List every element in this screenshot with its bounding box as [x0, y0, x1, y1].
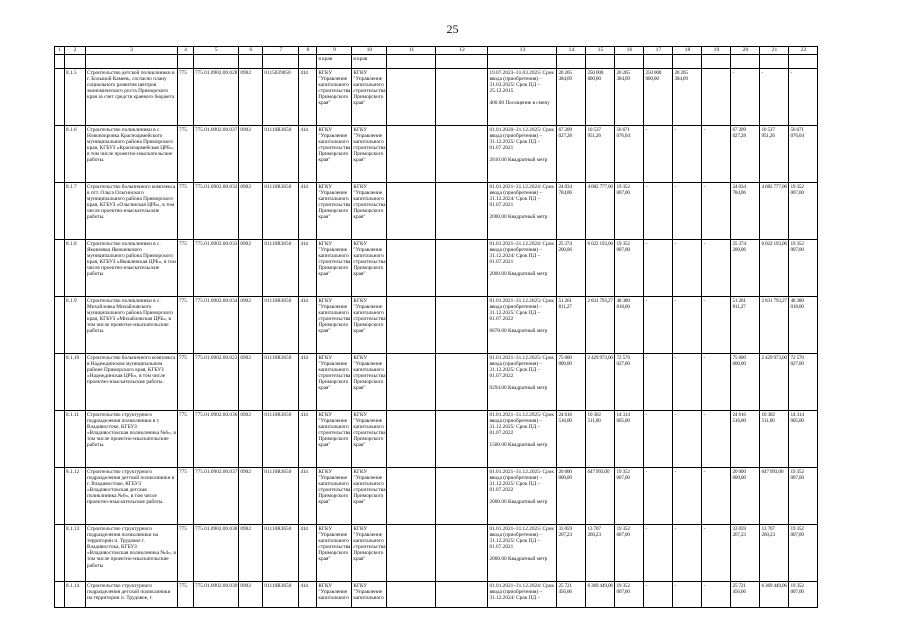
header-col-20: 20 [731, 47, 760, 55]
cell-v20: 25 374 200,06 [731, 240, 760, 297]
cell-zastr: КГКУ "Управление капитального [352, 582, 387, 608]
cell-empty [55, 183, 65, 240]
cell-num: 8.1.10 [65, 354, 86, 411]
cell-zastr: КГКУ "Управление капитального строительства Приморского края" [352, 297, 387, 354]
cell-v14: 25 374 200,06 [557, 240, 586, 297]
cell-v19: - [702, 183, 731, 240]
cell-v21: 10 537 951,26 [760, 126, 789, 183]
header-col-5: 5 [194, 47, 239, 55]
cell-v21: 6 022 193,06 [760, 240, 789, 297]
cell-v18: - [673, 126, 702, 183]
cell-zak: КГКУ "Управление капитального строительства Приморского края" [317, 525, 352, 582]
cell-period: 01.01.2021–31.12.2024/ Срок ввода (приобретения) – 31.12.2024/ Срок ПД – [489, 583, 554, 602]
cell-v20: 24 616 516,00 [731, 411, 760, 468]
cell-v16: 20 265 384,69 [615, 69, 644, 126]
cell-v16: 19 352 007,00 [615, 183, 644, 240]
cell-grbs: 775 [178, 582, 194, 608]
cell-empty [436, 183, 488, 240]
cell-v14: 24 616 516,00 [557, 411, 586, 468]
cell-csr: 01110R3650 [263, 525, 299, 582]
cell-code: 775.01.0902.00.039 [194, 582, 239, 608]
cell-period-power [488, 183, 557, 240]
cell-name: Строительство больничного комплекса в пгт. Ольга Ольгинского муниципального района Приморского края, КГБУЗ «Ольгинская ЦРБ», в том числе проектно-изыскательские работы. [86, 183, 178, 240]
cell-v22: 72 570 027,00 [789, 354, 818, 411]
cell-v20: 33 059 267,23 [731, 525, 760, 582]
cell-num: 8.1.14 [65, 582, 86, 608]
cell-v15: 2 831 793,27 [586, 297, 615, 354]
cell-period-power [488, 354, 557, 411]
header-col-17: 17 [644, 47, 673, 55]
header-col-2: 2 [65, 47, 86, 55]
cell-period-power [488, 525, 557, 582]
cell-name: Строительство детской поликлиники в г. Большой Камень, согласно плану социального развития центров экономического роста Приморского края за счет средств краевого бюджета [86, 69, 178, 126]
cell-v21: 6 369 449,06 [760, 582, 789, 608]
cell-zak: КГКУ "Управление капитального строительства Приморского края" [317, 183, 352, 240]
cell-name: Строительство структурного подразделения детской поликлиники в г. Владивостоке, КГБУЗ «Владивостокская детская поликлиника №6», в том числе проектно-изыскательские работы. [86, 468, 178, 525]
cell-v18: - [673, 468, 702, 525]
cell-period: 01.01.2021–31.12.2024/ Срок ввода (приобретения) – 31.12.2024/ Срок ПД – 01.07.2021 [489, 241, 554, 266]
cell-razd: 0902 [239, 297, 263, 354]
cell-zak: КГКУ "Управление капитального строительства Приморского края" [317, 354, 352, 411]
cell-v22: - [789, 69, 818, 126]
cell-grbs: 775 [178, 240, 194, 297]
header-col-1: 1 [55, 47, 65, 55]
cell-v18: - [673, 183, 702, 240]
cell-period: 01.01.2021–31.12.2025/ Срок ввода (приобретения) – 31.12.2025/ Срок ПД – 01.07.2022 [489, 355, 554, 380]
cell-v20: 25 721 456,06 [731, 582, 760, 608]
cell-empty [55, 411, 65, 468]
cell-period-power [488, 582, 557, 608]
cell-zastr: КГКУ "Управление капитального строительства Приморского края" [352, 183, 387, 240]
header-col-22: 22 [789, 47, 818, 55]
cell-v22: 14 314 005,00 [789, 411, 818, 468]
top-cell-9: я края [317, 55, 352, 69]
cell-zak: КГКУ "Управление капитального [317, 582, 352, 608]
cell-empty [436, 69, 488, 126]
cell-vr: 414 [299, 525, 317, 582]
cell-v15: 250 000 000,00 [586, 69, 615, 126]
cell-v21: 647 993,00 [760, 468, 789, 525]
cell-v14: 20 000 000,00 [557, 468, 586, 525]
cell-vr: 414 [299, 354, 317, 411]
table-row [55, 297, 818, 354]
cell-v15: 647 993,00 [586, 468, 615, 525]
header-row [55, 47, 818, 55]
cell-code: 775.01.0902.00.038 [194, 525, 239, 582]
cell-period: 01.01.2021–31.12.2025/ Срок ввода (приобретения) – 31.12.2025/ Срок ПД – 01.07.2022 [489, 469, 554, 494]
cell-v14: 67 209 027,28 [557, 126, 586, 183]
cell-empty [55, 126, 65, 183]
cell-period: 01.01.2021–31.12.2024/ Срок ввода (приобретения) – 31.12.2024/ Срок ПД – 01.07.2021 [489, 184, 554, 209]
cell-v21: 10 302 511,00 [760, 411, 789, 468]
cell-csr: 01110R3650 [263, 297, 299, 354]
header-col-10: 10 [352, 47, 387, 55]
cell-code: 775.01.0902.00.023 [194, 354, 239, 411]
cell-grbs: 775 [178, 411, 194, 468]
cell-v22: 56 671 076,04 [789, 126, 818, 183]
cell-v20: - [731, 69, 760, 126]
cell-v16: 19 352 007,00 [615, 468, 644, 525]
table-row [55, 411, 818, 468]
cell-zak: КГКУ "Управление капитального строительства Приморского края" [317, 411, 352, 468]
cell-empty [387, 240, 436, 297]
cell-v19: - [702, 297, 731, 354]
cell-csr: 0115039050 [263, 69, 299, 126]
cell-v15: 6 369 449,06 [586, 582, 615, 608]
top-row [55, 55, 818, 69]
cell-zak: КГКУ "Управление капитального строительства Приморского края" [317, 297, 352, 354]
cell-csr: 01110R3650 [263, 582, 299, 608]
cell-zak: КГКУ "Управление капитального строительства Приморского края" [317, 468, 352, 525]
cell-razd: 0902 [239, 468, 263, 525]
cell-power: 2000.00 Квадратный метр [489, 556, 548, 563]
cell-csr: 01110R3650 [263, 240, 299, 297]
cell-zastr: КГКУ "Управление капитального строительства Приморского края" [352, 126, 387, 183]
cell-power: 6878.00 Квадратный метр [489, 328, 548, 335]
cell-v21: 2 831 793,27 [760, 297, 789, 354]
cell-grbs: 775 [178, 183, 194, 240]
cell-grbs: 775 [178, 525, 194, 582]
cell-vr: 414 [299, 411, 317, 468]
cell-v15: 10 302 511,00 [586, 411, 615, 468]
cell-v16: 19 352 007,00 [615, 525, 644, 582]
cell-zastr: КГКУ "Управление капитального строительства Приморского края" [352, 69, 387, 126]
cell-v19 [702, 69, 731, 126]
cell-v21: - [760, 69, 789, 126]
cell-v15: 2 429 973,00 [586, 354, 615, 411]
cell-v22: 19 352 007,00 [789, 525, 818, 582]
cell-v19: - [702, 411, 731, 468]
cell-v19: - [702, 582, 731, 608]
cell-empty [55, 525, 65, 582]
cell-empty [387, 297, 436, 354]
cell-num: 8.1.6 [65, 126, 86, 183]
cell-v21: 2 429 973,00 [760, 354, 789, 411]
cell-vr: 414 [299, 240, 317, 297]
cell-empty [387, 468, 436, 525]
objects-table [54, 46, 818, 608]
cell-razd: 0902 [239, 411, 263, 468]
header-col-19: 19 [702, 47, 731, 55]
cell-v15: 6 022 193,06 [586, 240, 615, 297]
cell-v18: - [673, 240, 702, 297]
cell-v18: - [673, 354, 702, 411]
cell-v14: 33 059 267,23 [557, 525, 586, 582]
cell-v17: - [644, 297, 673, 354]
cell-v21: 13 707 260,23 [760, 525, 789, 582]
cell-code: 775.01.0902.00.036 [194, 411, 239, 468]
cell-csr: 01110R3650 [263, 354, 299, 411]
cell-vr: 414 [299, 69, 317, 126]
cell-v16: 19 352 007,00 [615, 582, 644, 608]
cell-v16: 19 352 007,00 [615, 240, 644, 297]
cell-v16: 48 380 018,00 [615, 297, 644, 354]
cell-period: 19.07.2023–31.03.2025/ Срок ввода (приобретения) – 31.03.2025/ Срок ПД – 25.12.2015 [489, 70, 554, 95]
cell-v22: 48 380 018,00 [789, 297, 818, 354]
cell-vr: 414 [299, 582, 317, 608]
cell-empty [387, 183, 436, 240]
cell-empty [55, 69, 65, 126]
cell-code: 775.01.0902.00.037 [194, 126, 239, 183]
cell-name: Строительство больничного комплекса в Надеждинском муниципальном районе Приморского края, КГБУЗ «Надеждинская ЦРБ», в том числе проектно-изыскательские работы. [86, 354, 178, 411]
cell-empty [387, 582, 436, 608]
cell-v21: 4 682 777,06 [760, 183, 789, 240]
cell-razd: 0902 [239, 126, 263, 183]
table-row [55, 69, 818, 126]
cell-period: 01.01.2020–31.12.2025/ Срок ввода (приобретения) – 31.12.2025/ Срок ПД – 01.07.2021 [489, 127, 554, 152]
cell-v17: - [644, 468, 673, 525]
cell-v14: 75 000 000,00 [557, 354, 586, 411]
cell-power: 9294.00 Квадратный метр [489, 385, 548, 392]
cell-v16: 72 570 027,00 [615, 354, 644, 411]
cell-empty [436, 582, 488, 608]
table-row [55, 468, 818, 525]
cell-v17: - [644, 126, 673, 183]
cell-v18: - [673, 525, 702, 582]
cell-vr: 414 [299, 297, 317, 354]
cell-grbs: 775 [178, 354, 194, 411]
header-col-21: 21 [760, 47, 789, 55]
header-col-18: 18 [673, 47, 702, 55]
cell-v17: - [644, 240, 673, 297]
cell-v22: 19 352 007,00 [789, 183, 818, 240]
cell-empty [387, 354, 436, 411]
table-row [55, 240, 818, 297]
header-col-15: 15 [586, 47, 615, 55]
cell-num: 8.1.12 [65, 468, 86, 525]
cell-v15: 10 537 951,26 [586, 126, 615, 183]
cell-period-power [488, 468, 557, 525]
cell-v14: 24 034 784,06 [557, 183, 586, 240]
cell-empty [387, 69, 436, 126]
table-row [55, 354, 818, 411]
cell-grbs: 775 [178, 126, 194, 183]
cell-code: 775.01.0902.00.034 [194, 297, 239, 354]
cell-v18: 20 265 384,69 [673, 69, 702, 126]
cell-code: 775.01.0902.00.033 [194, 240, 239, 297]
cell-empty [55, 354, 65, 411]
cell-zak: КГКУ "Управление капитального строительства Приморского края" [317, 126, 352, 183]
cell-v15: 4 682 777,06 [586, 183, 615, 240]
cell-v19: - [702, 240, 731, 297]
header-col-7: 7 [263, 47, 299, 55]
cell-razd: 0902 [239, 240, 263, 297]
cell-v16: 14 314 005,00 [615, 411, 644, 468]
header-col-14: 14 [557, 47, 586, 55]
cell-empty [387, 525, 436, 582]
cell-csr: 01110R3650 [263, 126, 299, 183]
header-col-3: 3 [86, 47, 178, 55]
cell-code: 775.01.0902.00.032 [194, 183, 239, 240]
cell-power: 2000.00 Квадратный метр [489, 271, 548, 278]
top-cell-10: я края [352, 55, 387, 69]
cell-v17: - [644, 525, 673, 582]
cell-vr: 414 [299, 468, 317, 525]
cell-zak: КГКУ "Управление капитального строительства Приморского края" [317, 240, 352, 297]
cell-name: Строительство поликлиники в с. Яковлевка Яковлевского муниципального района Приморского края, КГБУЗ «Яковлевская ЦРБ», в том числе проектно-изыскательские работы [86, 240, 178, 297]
cell-csr: 01110R3650 [263, 411, 299, 468]
cell-v16: 56 671 076,04 [615, 126, 644, 183]
cell-empty [436, 468, 488, 525]
cell-empty [436, 126, 488, 183]
cell-v14: 51 261 811,27 [557, 297, 586, 354]
table-row [55, 582, 818, 608]
cell-v19: - [702, 525, 731, 582]
cell-code: 775.01.0902.00.037 [194, 468, 239, 525]
cell-period: 01.01.2021–31.12.2025/ Срок ввода (приобретения) – 31.12.2025/ Срок ПД – 01.07.2022 [489, 298, 554, 323]
cell-v17: 250 000 000,00 [644, 69, 673, 126]
cell-empty [436, 240, 488, 297]
cell-v22: 19 352 007,00 [789, 582, 818, 608]
cell-power: 2810.00 Квадратный метр [489, 157, 548, 164]
cell-razd: 0902 [239, 69, 263, 126]
page-number: 25 [446, 22, 459, 36]
cell-empty [55, 468, 65, 525]
table-row [55, 126, 818, 183]
cell-zastr: КГКУ "Управление капитального строительства Приморского края" [352, 411, 387, 468]
cell-v20: 75 000 000,00 [731, 354, 760, 411]
cell-power: 2000.00 Квадратный метр [489, 499, 548, 506]
cell-v19: - [702, 468, 731, 525]
cell-num: 8.1.5 [65, 69, 86, 126]
cell-v17: - [644, 183, 673, 240]
cell-zastr: КГКУ "Управление капитального строительства Приморского края" [352, 240, 387, 297]
header-col-12: 12 [436, 47, 488, 55]
cell-v20: 67 209 027,28 [731, 126, 760, 183]
header-col-6: 6 [239, 47, 263, 55]
header-col-4: 4 [178, 47, 194, 55]
header-col-13: 13 [488, 47, 557, 55]
table-row [55, 525, 818, 582]
cell-v14: 25 721 456,06 [557, 582, 586, 608]
cell-power: 400.00 Посещение в смену [489, 100, 550, 107]
cell-razd: 0902 [239, 582, 263, 608]
cell-v18: - [673, 297, 702, 354]
cell-power: 2000.00 Квадратный метр [489, 214, 548, 221]
cell-num: 8.1.13 [65, 525, 86, 582]
cell-empty [387, 411, 436, 468]
cell-v20: 24 034 784,06 [731, 183, 760, 240]
cell-grbs: 775 [178, 297, 194, 354]
cell-num: 8.1.7 [65, 183, 86, 240]
table-row [55, 183, 818, 240]
cell-period-power [488, 126, 557, 183]
cell-v18: - [673, 582, 702, 608]
cell-name: Строительство структурного подразделения поликлиники в г. Владивостоке, КГБУЗ «Владивостокская поликлиника №6», в том числе проектно-изыскательские работы. [86, 411, 178, 468]
header-col-11: 11 [387, 47, 436, 55]
cell-razd: 0902 [239, 525, 263, 582]
cell-num: 8.1.9 [65, 297, 86, 354]
cell-empty [55, 582, 65, 608]
cell-v17: - [644, 582, 673, 608]
cell-zastr: КГКУ "Управление капитального строительства Приморского края" [352, 468, 387, 525]
cell-name: Строительство поликлиники в с. Михайловка Михайловского муниципального района Приморского края, КГБУЗ «Михайловская ЦРБ», в том числе проектно-изыскательские работы. [86, 297, 178, 354]
cell-zastr: КГКУ "Управление капитального строительства Приморского края" [352, 525, 387, 582]
cell-v19: - [702, 354, 731, 411]
cell-empty [55, 297, 65, 354]
cell-period-power [488, 411, 557, 468]
cell-v18: - [673, 411, 702, 468]
cell-period: 01.01.2021–31.12.2025/ Срок ввода (приобретения) – 31.12.2025/ Срок ПД – 01.07.2021 [489, 526, 554, 551]
cell-name: Строительство структурного подразделения детской поликлиники на территории п. Трудовое, г. [86, 582, 178, 608]
header-col-8: 8 [299, 47, 317, 55]
cell-grbs: 775 [178, 69, 194, 126]
cell-v15: 13 707 260,23 [586, 525, 615, 582]
cell-empty [55, 240, 65, 297]
cell-csr: 01110R3650 [263, 468, 299, 525]
cell-empty [436, 297, 488, 354]
cell-v20: 20 000 000,00 [731, 468, 760, 525]
cell-period-power [488, 297, 557, 354]
cell-vr: 414 [299, 183, 317, 240]
cell-v14: 20 265 384,69 [557, 69, 586, 126]
cell-name: Строительство поликлиники в с. Новопокровка Красноармейского муниципального района Приморского края, КГБУЗ «Красноармейская ЦРБ», в том числе проектно-изыскательские работы. [86, 126, 178, 183]
cell-period-power [488, 69, 557, 126]
cell-num: 8.1.8 [65, 240, 86, 297]
header-col-9: 9 [317, 47, 352, 55]
cell-period-power [488, 240, 557, 297]
cell-v19: - [702, 126, 731, 183]
cell-grbs: 775 [178, 468, 194, 525]
cell-empty [387, 126, 436, 183]
cell-zastr: КГКУ "Управление капитального строительства Приморского края" [352, 354, 387, 411]
cell-name: Строительство структурного подразделения поликлиники на территории п. Трудовое г. Владивостока, КГБУЗ «Владивостокская поликлиника №4», в том числе проектно-изыскательские работы [86, 525, 178, 582]
header-col-16: 16 [615, 47, 644, 55]
cell-empty [436, 354, 488, 411]
cell-v22: 19 352 007,00 [789, 468, 818, 525]
cell-v17: - [644, 411, 673, 468]
cell-v17: - [644, 354, 673, 411]
cell-zak: КГКУ "Управление капитального строительства Приморского края" [317, 69, 352, 126]
cell-v22: 19 352 007,00 [789, 240, 818, 297]
cell-code: 775.01.0902.00.028 [194, 69, 239, 126]
cell-v20: 51 261 811,27 [731, 297, 760, 354]
cell-empty [436, 525, 488, 582]
cell-power: 1500.00 Квадратный метр [489, 442, 548, 449]
cell-num: 8.1.11 [65, 411, 86, 468]
cell-period: 01.01.2021–31.12.2025/ Срок ввода (приобретения) – 31.12.2025/ Срок ПД – 01.07.2022 [489, 412, 554, 437]
cell-razd: 0902 [239, 354, 263, 411]
cell-razd: 0902 [239, 183, 263, 240]
cell-empty [436, 411, 488, 468]
cell-vr: 414 [299, 126, 317, 183]
cell-csr: 01110R3650 [263, 183, 299, 240]
